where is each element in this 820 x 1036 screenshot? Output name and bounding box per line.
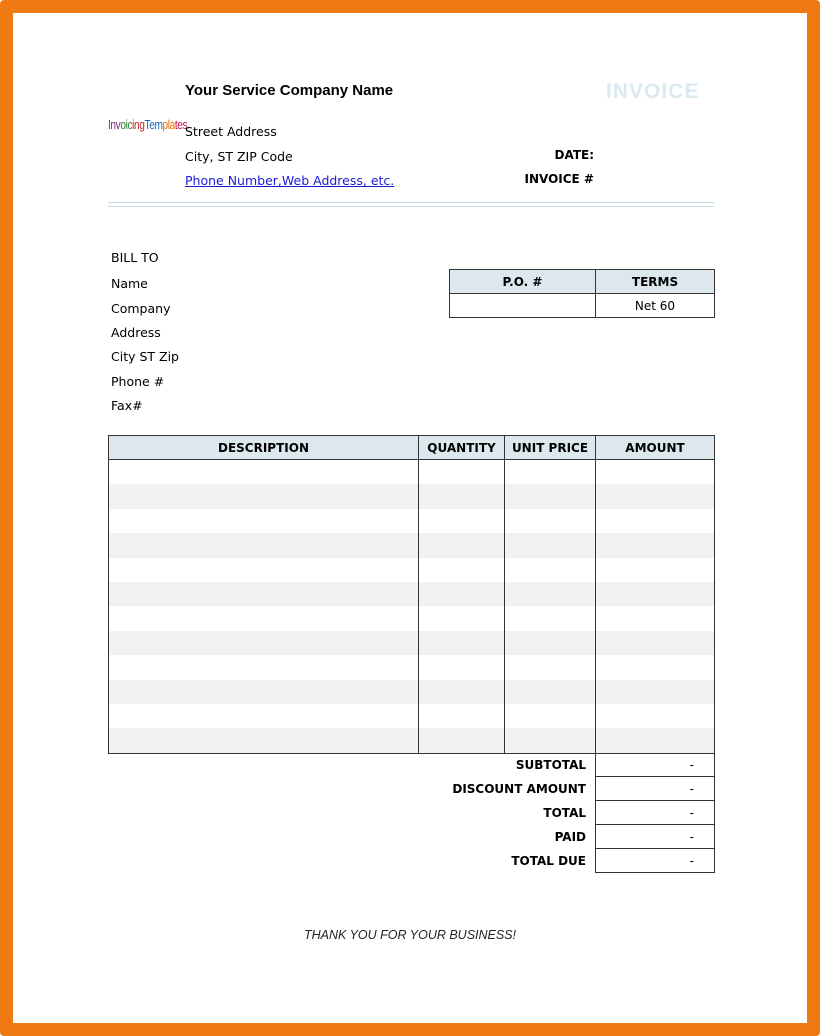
quantity-header: QUANTITY	[419, 436, 505, 460]
description-cell[interactable]	[109, 606, 419, 630]
description-cell[interactable]	[109, 655, 419, 679]
quantity-cell[interactable]	[419, 631, 505, 655]
bill-to-address: Address	[111, 325, 161, 340]
total-due-row	[440, 849, 715, 873]
quantity-cell[interactable]	[419, 728, 505, 753]
header-divider-2	[108, 206, 714, 207]
line-items-table	[108, 435, 715, 754]
amount-cell[interactable]	[596, 582, 715, 606]
line-item-row	[109, 655, 715, 679]
quantity-cell[interactable]	[419, 606, 505, 630]
quantity-cell[interactable]	[419, 704, 505, 728]
amount-cell[interactable]	[596, 509, 715, 533]
amount-header: AMOUNT	[596, 436, 715, 460]
bill-to-phone: Phone #	[111, 374, 165, 389]
contact-link[interactable]: Phone Number,Web Address, etc.	[185, 173, 395, 188]
total-due-value: -	[689, 854, 694, 868]
bill-to-heading: BILL TO	[111, 250, 159, 265]
po-header: P.O. #	[450, 270, 596, 294]
paid-value: -	[689, 830, 694, 844]
po-terms-table	[449, 269, 715, 318]
description-cell[interactable]	[109, 509, 419, 533]
subtotal-label: SUBTOTAL	[515, 758, 586, 772]
company-logo: InvoicingTemplates	[108, 117, 188, 132]
total-value: -	[689, 806, 694, 820]
line-item-row	[109, 728, 715, 753]
quantity-cell[interactable]	[419, 680, 505, 704]
description-cell[interactable]	[109, 728, 419, 753]
description-cell[interactable]	[109, 704, 419, 728]
total-due-label: TOTAL DUE	[511, 854, 586, 868]
terms-value[interactable]: Net 60	[596, 294, 715, 318]
amount-cell[interactable]	[596, 484, 715, 508]
amount-cell[interactable]	[596, 728, 715, 753]
city-zip: City, ST ZIP Code	[185, 149, 293, 164]
terms-header: TERMS	[596, 270, 715, 294]
amount-cell[interactable]	[596, 606, 715, 630]
description-cell[interactable]	[109, 680, 419, 704]
description-cell[interactable]	[109, 582, 419, 606]
unit-price-cell[interactable]	[505, 484, 596, 508]
quantity-cell[interactable]	[419, 460, 505, 485]
quantity-cell[interactable]	[419, 509, 505, 533]
unit-price-cell[interactable]	[505, 680, 596, 704]
amount-cell[interactable]	[596, 680, 715, 704]
amount-cell[interactable]	[596, 533, 715, 557]
description-header: DESCRIPTION	[109, 436, 419, 460]
description-cell[interactable]	[109, 533, 419, 557]
line-item-row	[109, 558, 715, 582]
amount-cell[interactable]	[596, 655, 715, 679]
subtotal-value: -	[689, 758, 694, 772]
description-cell[interactable]	[109, 484, 419, 508]
discount-row	[440, 777, 715, 801]
unit-price-cell[interactable]	[505, 655, 596, 679]
discount-label: DISCOUNT AMOUNT	[452, 782, 586, 796]
unit-price-cell[interactable]	[505, 631, 596, 655]
line-item-row	[109, 606, 715, 630]
unit-price-cell[interactable]	[505, 582, 596, 606]
thank-you-note: THANK YOU FOR YOUR BUSINESS!	[303, 928, 517, 942]
total-value-box[interactable]	[595, 801, 715, 825]
quantity-cell[interactable]	[419, 533, 505, 557]
invoice-title: INVOICE	[606, 80, 700, 103]
bill-to-city: City ST Zip	[111, 349, 179, 364]
total-row	[440, 801, 715, 825]
subtotal-value-box[interactable]	[595, 753, 715, 777]
header-divider	[108, 202, 714, 203]
unit-price-cell[interactable]	[505, 606, 596, 630]
subtotal-row	[440, 753, 715, 777]
quantity-cell[interactable]	[419, 582, 505, 606]
unit-price-cell[interactable]	[505, 509, 596, 533]
quantity-cell[interactable]	[419, 558, 505, 582]
total-due-value-box[interactable]	[595, 849, 715, 873]
line-item-row	[109, 680, 715, 704]
line-item-row	[109, 509, 715, 533]
amount-cell[interactable]	[596, 631, 715, 655]
total-label: TOTAL	[543, 806, 586, 820]
line-item-row	[109, 582, 715, 606]
line-item-row	[109, 533, 715, 557]
bill-to-company: Company	[111, 301, 171, 316]
quantity-cell[interactable]	[419, 655, 505, 679]
quantity-cell[interactable]	[419, 484, 505, 508]
line-item-row	[109, 631, 715, 655]
paid-row	[440, 825, 715, 849]
bill-to-fax: Fax#	[111, 398, 143, 413]
unit-price-cell[interactable]	[505, 460, 596, 485]
date-label: DATE:	[554, 148, 594, 162]
description-cell[interactable]	[109, 558, 419, 582]
description-cell[interactable]	[109, 460, 419, 485]
discount-value-box[interactable]	[595, 777, 715, 801]
description-cell[interactable]	[109, 631, 419, 655]
company-name: Your Service Company Name	[185, 82, 394, 99]
bill-to-name: Name	[111, 276, 148, 291]
line-item-row	[109, 484, 715, 508]
invoice-number-label: INVOICE #	[524, 172, 594, 186]
unit-price-cell[interactable]	[505, 704, 596, 728]
unit-price-cell[interactable]	[505, 558, 596, 582]
unit-price-header: UNIT PRICE	[505, 436, 596, 460]
paid-label: PAID	[554, 830, 586, 844]
po-value[interactable]	[450, 294, 596, 318]
amount-cell[interactable]	[596, 558, 715, 582]
line-item-row	[109, 460, 715, 485]
discount-value: -	[689, 782, 694, 796]
unit-price-cell[interactable]	[505, 533, 596, 557]
paid-value-box[interactable]	[595, 825, 715, 849]
street-address: Street Address	[185, 124, 277, 139]
line-item-row	[109, 704, 715, 728]
amount-cell[interactable]	[596, 460, 715, 485]
unit-price-cell[interactable]	[505, 728, 596, 753]
amount-cell[interactable]	[596, 704, 715, 728]
